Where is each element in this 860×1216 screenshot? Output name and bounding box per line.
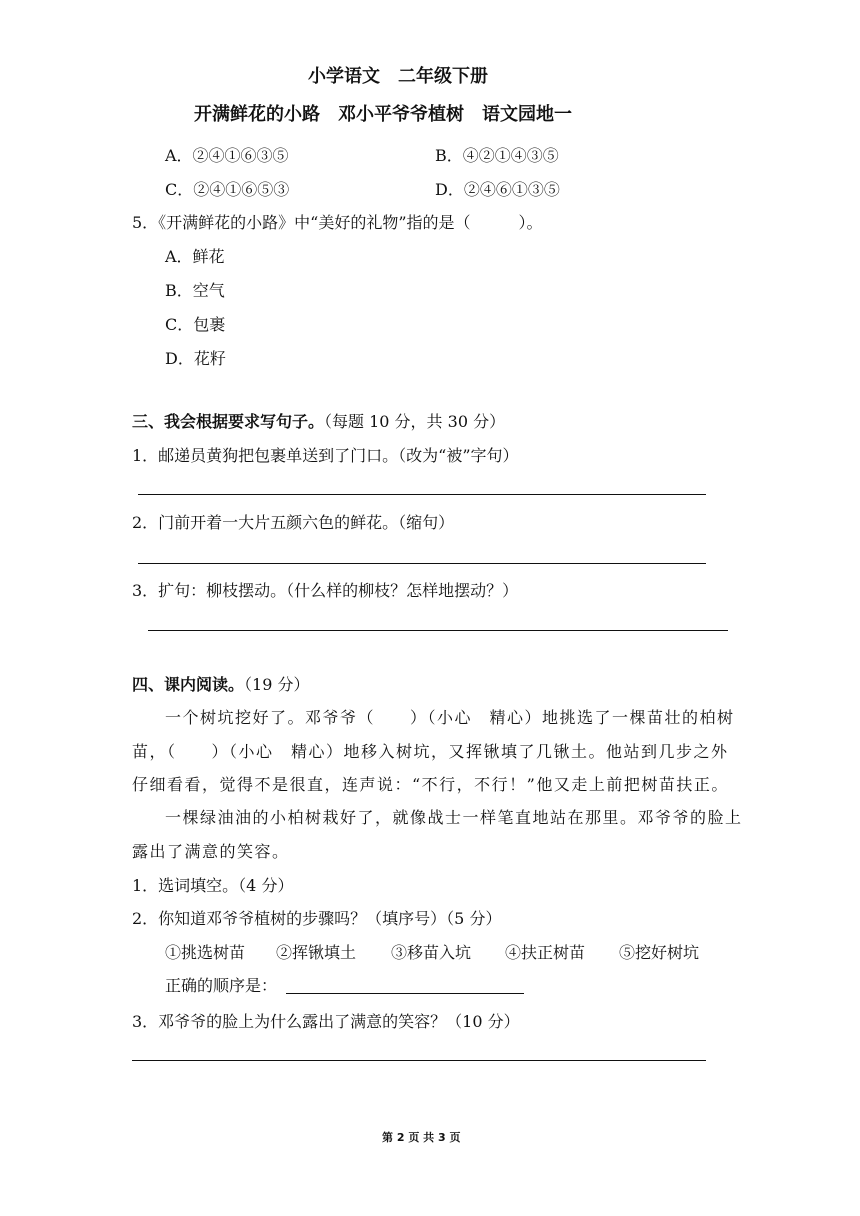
s4-question-3: 3．邓爷爷的脸上为什么露出了满意的笑容？（10 分） — [132, 1012, 520, 1031]
passage-line-5: 露出了满意的笑容。 — [132, 842, 290, 861]
s4-question-2: 2．你知道邓爷爷植树的步骤吗？（填序号）（5 分） — [132, 909, 502, 928]
order-answer-line[interactable] — [286, 993, 524, 994]
step-2: ②挥锹填土 — [276, 943, 357, 962]
step-1: ①挑选树苗 — [165, 943, 246, 962]
passage-line-2: 苗，（ ）（小心 精心）地移入树坑，又挥锹填了几锹土。他站到几步之外 — [132, 742, 729, 761]
passage-line-1: 一个树坑挖好了。邓爷爷（ ）（小心 精心）地挑选了一棵苗壮的柏树 — [165, 708, 735, 727]
s3-question-2: 2．门前开着一大片五颜六色的鲜花。（缩句） — [132, 513, 455, 532]
q5-option-a: A．鲜花 — [165, 247, 225, 266]
section4-heading-row — [132, 675, 309, 695]
section3-heading-row — [132, 412, 505, 432]
s4-answer-line-3[interactable] — [132, 1060, 706, 1061]
q5-option-d: D．花籽 — [165, 349, 226, 368]
s3-answer-line-3[interactable] — [148, 630, 728, 631]
q5-option-b: B．空气 — [165, 281, 225, 300]
step-3: ③移苗入坑 — [391, 943, 472, 962]
order-label: 正确的顺序是： — [165, 976, 278, 995]
q4-option-b: B．④②①④③⑤ — [435, 146, 559, 165]
page-title: 小学语文 二年级下册 — [308, 66, 488, 87]
s3-answer-line-2[interactable] — [138, 563, 706, 564]
page-subtitle: 开满鲜花的小路 邓小平爷爷植树 语文园地一 — [194, 104, 572, 125]
q4-option-a: A．②④①⑥③⑤ — [165, 146, 289, 165]
passage-line-3: 仔细看看，觉得不是很直，连声说：“不行，不行！”他又走上前把树苗扶正。 — [132, 775, 729, 794]
s3-question-1: 1．邮递员黄狗把包裹单送到了门口。（改为“被”字句） — [132, 446, 519, 465]
section4-heading: 四、课内阅读。 — [132, 675, 245, 694]
q5-option-c: C．包裹 — [165, 315, 226, 334]
page-number: 第 2 页 共 3 页 — [382, 1131, 461, 1144]
q4-option-d: D．②④⑥①③⑤ — [435, 180, 560, 199]
step-5: ⑤挖好树坑 — [619, 943, 700, 962]
q4-option-c: C．②④①⑥⑤③ — [165, 180, 290, 199]
s3-question-3: 3．扩句：柳枝摆动。（什么样的柳枝？怎样地摆动？） — [132, 581, 519, 600]
s3-answer-line-1[interactable] — [138, 494, 706, 495]
section3-score: （每题 10 分，共 30 分） — [324, 412, 506, 431]
section3-heading: 三、我会根据要求写句子。 — [132, 412, 325, 431]
passage-line-4: 一棵绿油油的小柏树栽好了，就像战士一样笔直地站在那里。邓爷爷的脸上 — [165, 808, 743, 827]
q5-stem: 5．《开满鲜花的小路》中“美好的礼物”指的是（ ）。 — [132, 213, 543, 232]
section4-score: （19 分） — [244, 675, 310, 694]
step-4: ④扶正树苗 — [505, 943, 586, 962]
s4-question-1: 1．选词填空。（4 分） — [132, 876, 294, 895]
